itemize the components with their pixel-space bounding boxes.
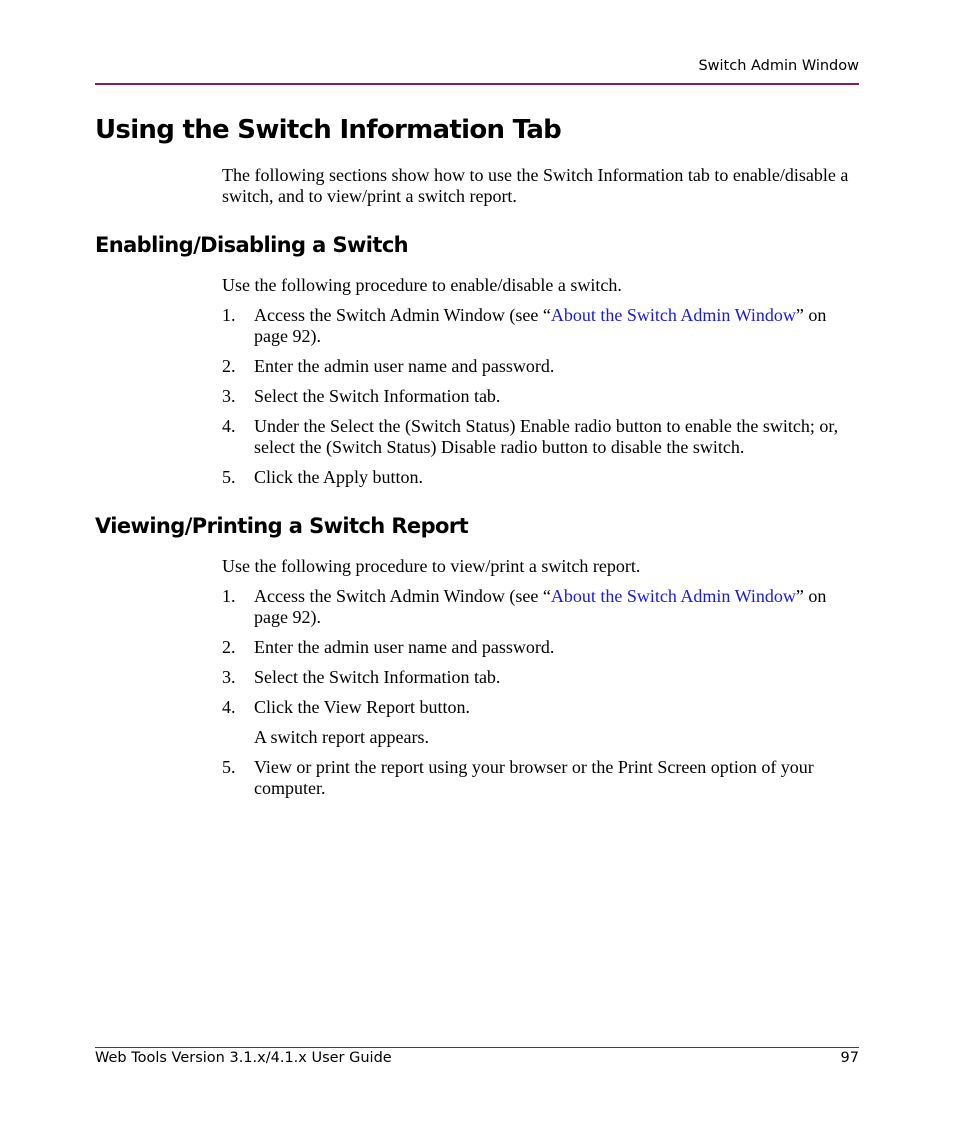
step-text: Select the Switch Information tab.	[254, 386, 501, 406]
footer-rule	[95, 1047, 859, 1048]
list-item	[222, 586, 862, 628]
about-switch-admin-window-link[interactable]: About the Switch Admin Window	[550, 586, 796, 606]
section1-lead: Use the following procedure to enable/disable a switch.	[222, 275, 622, 295]
intro-paragraph: The following sections show how to use the Switch Information tab to enable/disable a switch, and to view/print a switch report.	[222, 165, 849, 206]
section1-steps	[222, 305, 862, 497]
list-item	[222, 667, 862, 688]
step-number: 3.	[222, 386, 236, 406]
step-number: 2.	[222, 356, 236, 376]
step-number: 5.	[222, 757, 236, 777]
step-text: ” on page 92).	[254, 305, 827, 346]
step-text: Access the Switch Admin Window (see “	[254, 586, 551, 606]
step-number: 2.	[222, 637, 236, 657]
header-rule	[95, 83, 859, 85]
step-number: 1.	[222, 305, 236, 325]
list-item	[222, 637, 862, 658]
step-text: Click the View Report button.	[254, 697, 471, 717]
step-result-text: A switch report appears.	[254, 727, 429, 747]
section2-steps	[222, 586, 862, 808]
list-item	[222, 697, 862, 748]
section-heading-viewing: Viewing/Printing a Switch Report	[95, 514, 469, 538]
step-text: Access the Switch Admin Window (see “	[254, 305, 551, 325]
page-title: Using the Switch Information Tab	[95, 115, 562, 145]
step-text: Click the Apply button.	[254, 467, 423, 487]
section2-lead: Use the following procedure to view/print a switch report.	[222, 556, 641, 576]
step-text: Enter the admin user name and password.	[254, 356, 555, 376]
list-item	[222, 305, 862, 347]
step-text: Select the Switch Information tab.	[254, 667, 501, 687]
step-text: View or print the report using your browser or the Print Screen option of your computer.	[254, 757, 814, 798]
step-number: 3.	[222, 667, 236, 687]
about-switch-admin-window-link[interactable]: About the Switch Admin Window	[550, 305, 796, 325]
list-item	[222, 356, 862, 377]
list-item	[222, 757, 862, 799]
list-item	[222, 386, 862, 407]
step-number: 5.	[222, 467, 236, 487]
step-number: 4.	[222, 416, 236, 436]
step-number: 1.	[222, 586, 236, 606]
step-text: Under the Select the (Switch Status) Enable radio button to enable the switch; or, select the (Switch Status) Disable radio button to disable the switch.	[254, 416, 839, 457]
step-text: ” on page 92).	[254, 586, 827, 627]
footer-guide-title: Web Tools Version 3.1.x/4.1.x User Guide	[95, 1050, 392, 1066]
list-item	[222, 416, 862, 458]
running-header: Switch Admin Window	[698, 58, 859, 74]
page-number: 97	[840, 1050, 859, 1066]
step-number: 4.	[222, 697, 236, 717]
list-item	[222, 467, 862, 488]
step-text: Enter the admin user name and password.	[254, 637, 555, 657]
section-heading-enabling: Enabling/Disabling a Switch	[95, 233, 409, 257]
